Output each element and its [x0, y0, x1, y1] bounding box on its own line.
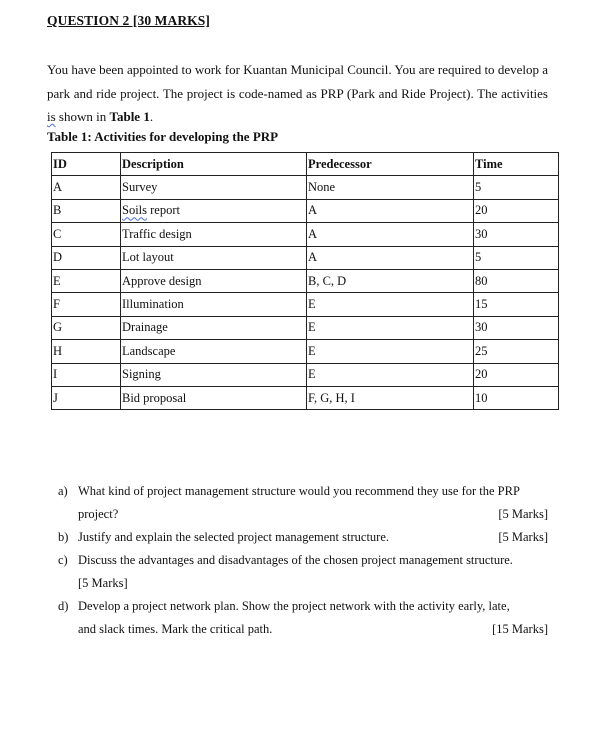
question-a	[58, 480, 548, 526]
question-c	[58, 549, 548, 595]
cell-id: C	[52, 223, 121, 246]
marks-label: [5 Marks]	[78, 576, 128, 590]
cell-predecessor: None	[307, 176, 474, 199]
question-letter: b)	[58, 530, 69, 544]
header-description: Description	[121, 153, 307, 176]
cell-description: Survey	[121, 176, 307, 199]
header-id: ID	[52, 153, 121, 176]
cell-time: 20	[474, 199, 559, 222]
cell-time: 25	[474, 340, 559, 363]
table-row	[52, 293, 559, 316]
cell-description: Signing	[121, 363, 307, 386]
cell-id: J	[52, 386, 121, 409]
question-text: Develop a project network plan. Show the project network with the activity early, late,	[78, 599, 510, 613]
cell-predecessor: F, G, H, I	[307, 386, 474, 409]
header-predecessor: Predecessor	[307, 153, 474, 176]
table-row	[52, 340, 559, 363]
question-letter: c)	[58, 553, 68, 567]
cell-time: 20	[474, 363, 559, 386]
cell-predecessor: E	[307, 293, 474, 316]
table-row	[52, 223, 559, 246]
table-reference: Table 1	[109, 109, 150, 124]
intro-paragraph	[47, 58, 548, 129]
table-caption: Table 1: Activities for developing the PRP	[47, 129, 279, 144]
table-row	[52, 386, 559, 409]
marks-label: [15 Marks]	[492, 622, 548, 636]
cell-description: Soils report	[121, 199, 307, 222]
table-row	[52, 176, 559, 199]
intro-end: .	[149, 109, 154, 124]
table-header-row	[52, 153, 559, 176]
cell-id: B	[52, 199, 121, 222]
question-letter: a)	[58, 484, 68, 498]
cell-id: I	[52, 363, 121, 386]
question-text-cont: project?	[78, 507, 119, 521]
question-text: What kind of project management structure would you recommend they use for the PRP	[78, 484, 520, 498]
intro-text-2: shown in	[55, 109, 110, 124]
cell-description: Traffic design	[121, 223, 307, 246]
cell-predecessor: A	[307, 246, 474, 269]
cell-description: Drainage	[121, 316, 307, 339]
marks-label: [5 Marks]	[498, 507, 548, 521]
table-row	[52, 199, 559, 222]
cell-id: A	[52, 176, 121, 199]
question-text-cont: and slack times. Mark the critical path.	[78, 622, 273, 636]
table-row	[52, 246, 559, 269]
cell-time: 30	[474, 316, 559, 339]
cell-predecessor: A	[307, 223, 474, 246]
cell-predecessor: E	[307, 363, 474, 386]
question-list	[58, 480, 548, 641]
cell-id: H	[52, 340, 121, 363]
question-letter: d)	[58, 599, 69, 613]
table-row	[52, 363, 559, 386]
question-text: Justify and explain the selected project management structure.	[78, 530, 389, 544]
cell-time: 10	[474, 386, 559, 409]
cell-description: Lot layout	[121, 246, 307, 269]
header-time: Time	[474, 153, 559, 176]
cell-predecessor: E	[307, 340, 474, 363]
question-d	[58, 595, 548, 641]
spellcheck-word[interactable]: Soils	[122, 203, 148, 218]
question-b	[58, 526, 548, 549]
cell-time: 15	[474, 293, 559, 316]
cell-predecessor: B, C, D	[307, 269, 474, 292]
cell-id: G	[52, 316, 121, 339]
question-text: Discuss the advantages and disadvantages of the chosen project management structure.	[78, 553, 513, 567]
cell-description: Approve design	[121, 269, 307, 292]
cell-time: 5	[474, 246, 559, 269]
cell-id: F	[52, 293, 121, 316]
cell-predecessor: E	[307, 316, 474, 339]
question-heading: QUESTION 2 [30 MARKS]	[47, 13, 210, 28]
cell-time: 5	[474, 176, 559, 199]
cell-description: Illumination	[121, 293, 307, 316]
table-row	[52, 316, 559, 339]
activities-table	[51, 152, 559, 410]
cell-predecessor: A	[307, 199, 474, 222]
cell-time: 80	[474, 269, 559, 292]
table-row	[52, 269, 559, 292]
intro-text-1: You have been appointed to work for Kuantan Municipal Council. You are required to develop a park and ride project. The project is code-named as PRP (Park and Ride Project). The activities	[47, 62, 548, 101]
cell-description: Landscape	[121, 340, 307, 363]
cell-description: Bid proposal	[121, 386, 307, 409]
cell-id: E	[52, 269, 121, 292]
cell-id: D	[52, 246, 121, 269]
marks-label: [5 Marks]	[498, 530, 548, 544]
spellcheck-word[interactable]: is	[47, 109, 56, 124]
cell-time: 30	[474, 223, 559, 246]
